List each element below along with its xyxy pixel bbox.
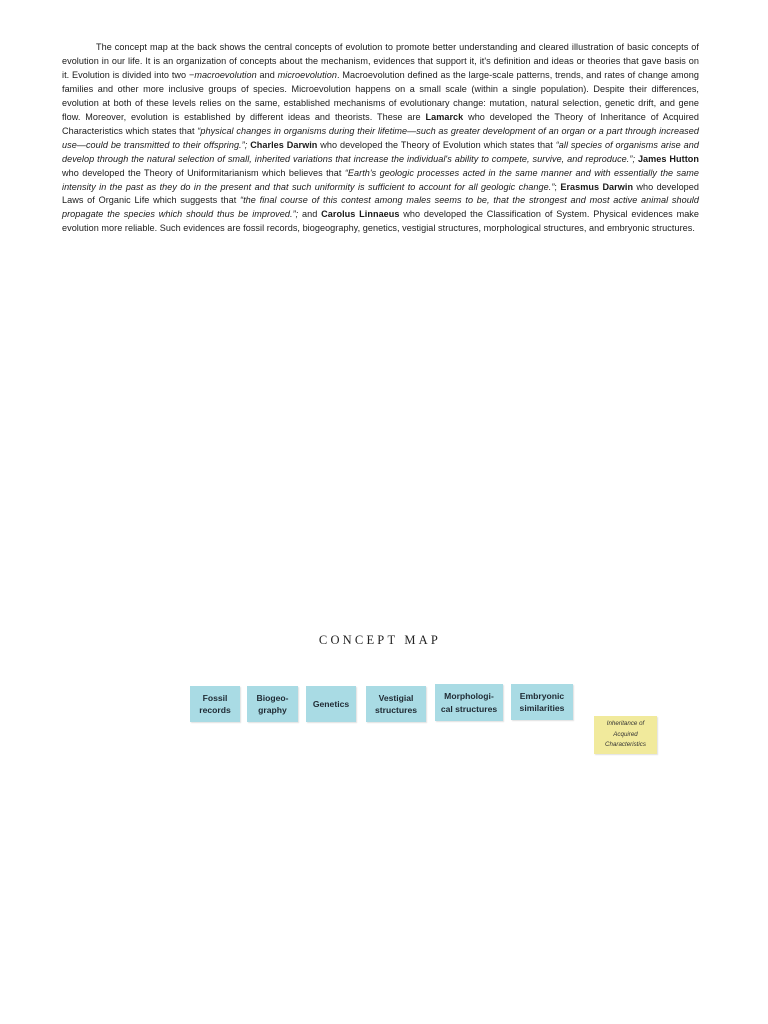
erasmus-quote: “the final course of this contest among males seems to be, that the strongest and most active animal should propagate the species which should thus be improved.”; (62, 195, 699, 220)
concept-box-label: Morphologi- cal structures (440, 691, 498, 714)
body-paragraph (62, 41, 699, 236)
darwin-name: Charles Darwin (250, 139, 318, 150)
paragraph-text: ; (554, 181, 561, 192)
linnaeus-name: Carolus Linnaeus (321, 209, 400, 220)
paragraph-text: and (256, 69, 278, 80)
lamarck-quote: “physical changes in organisms during their lifetime—such as greater development of an organ or a part through increased use—could be transmitted to their offspring.”; (62, 125, 699, 150)
darwin-quote: “all species of organisms arise and develop through the natural selection of small, inherited variations that increase the individual's ability to compete, survive, and reproduce.”; (62, 139, 699, 164)
concept-box-fossil-records (190, 686, 240, 722)
concept-box-label: Biogeo- graphy (256, 692, 289, 715)
paragraph-text: who developed the Theory of Inheritance of Acquired Characteristics which states that (62, 111, 700, 136)
concept-note-label: Inheritance of Acquired Characteristics (605, 720, 646, 749)
paragraph-text: who developed the Classification of System. Physical evidences make evolution more reliable. Such evidences are fossil records, biogeography, genetics, vestigial structures, morphological structures, and embryonic structures. (62, 209, 700, 234)
paragraph-text: who developed the Theory of Evolution which states that (317, 139, 556, 150)
paragraph-text: who developed the Theory of Uniformitarianism which believes that (62, 167, 345, 178)
microevolution-term: microevolution (277, 69, 337, 80)
hutton-name: James Hutton (637, 153, 700, 164)
macroevolution-term: macroevolution (194, 69, 257, 80)
concept-box-label: Vestigial structures (374, 692, 418, 715)
concept-box-embryonic-similarities (511, 684, 573, 720)
hutton-quote: “Earth's geologic processes acted in the same manner and with essentially the same intensity in the past as they do in the present and that such uniformity is sufficient to account for all geologic change.” (62, 167, 699, 192)
paragraph-text: who developed Laws of Organic Life which suggests that (62, 181, 700, 206)
concept-box-label: Embryonic similarities (519, 690, 565, 713)
paragraph-text: The concept map at the back shows the central concepts of evolution to promote better understanding and cleared illustration of basic concepts of evolution in our life. It is an organization of concepts about the mechanism, evidences that support it, it's definition and ideas or theories that gave basis on it. Evolution is divided into two − (62, 42, 699, 80)
concept-box-label: Fossil records (199, 692, 231, 715)
concept-map-title: CONCEPT MAP (318, 633, 442, 647)
paragraph-text: and (298, 209, 322, 220)
concept-box-morphological-structures (435, 684, 503, 721)
concept-box-genetics (306, 686, 356, 722)
concept-box-label: Genetics (312, 698, 350, 709)
concept-box-vestigial-structures (366, 686, 426, 722)
erasmus-darwin-name: Erasmus Darwin (560, 181, 634, 192)
lamarck-name: Lamarck (425, 111, 464, 122)
concept-note-inheritance (594, 716, 657, 754)
concept-box-biogeography (247, 686, 298, 722)
paragraph-text: . Macroevolution defined as the large-scale patterns, trends, and rates of change among families and other more inclusive groups of species. Microevolution happens on a small scale (within a single population). Despite their differences, evolution at both of these levels relies on the same, established mechanisms of evolutionary change: mutation, natural selection, genetic drift, and gene flow. Moreover, evolution is established by different ideas and theorists. These are (62, 69, 700, 122)
